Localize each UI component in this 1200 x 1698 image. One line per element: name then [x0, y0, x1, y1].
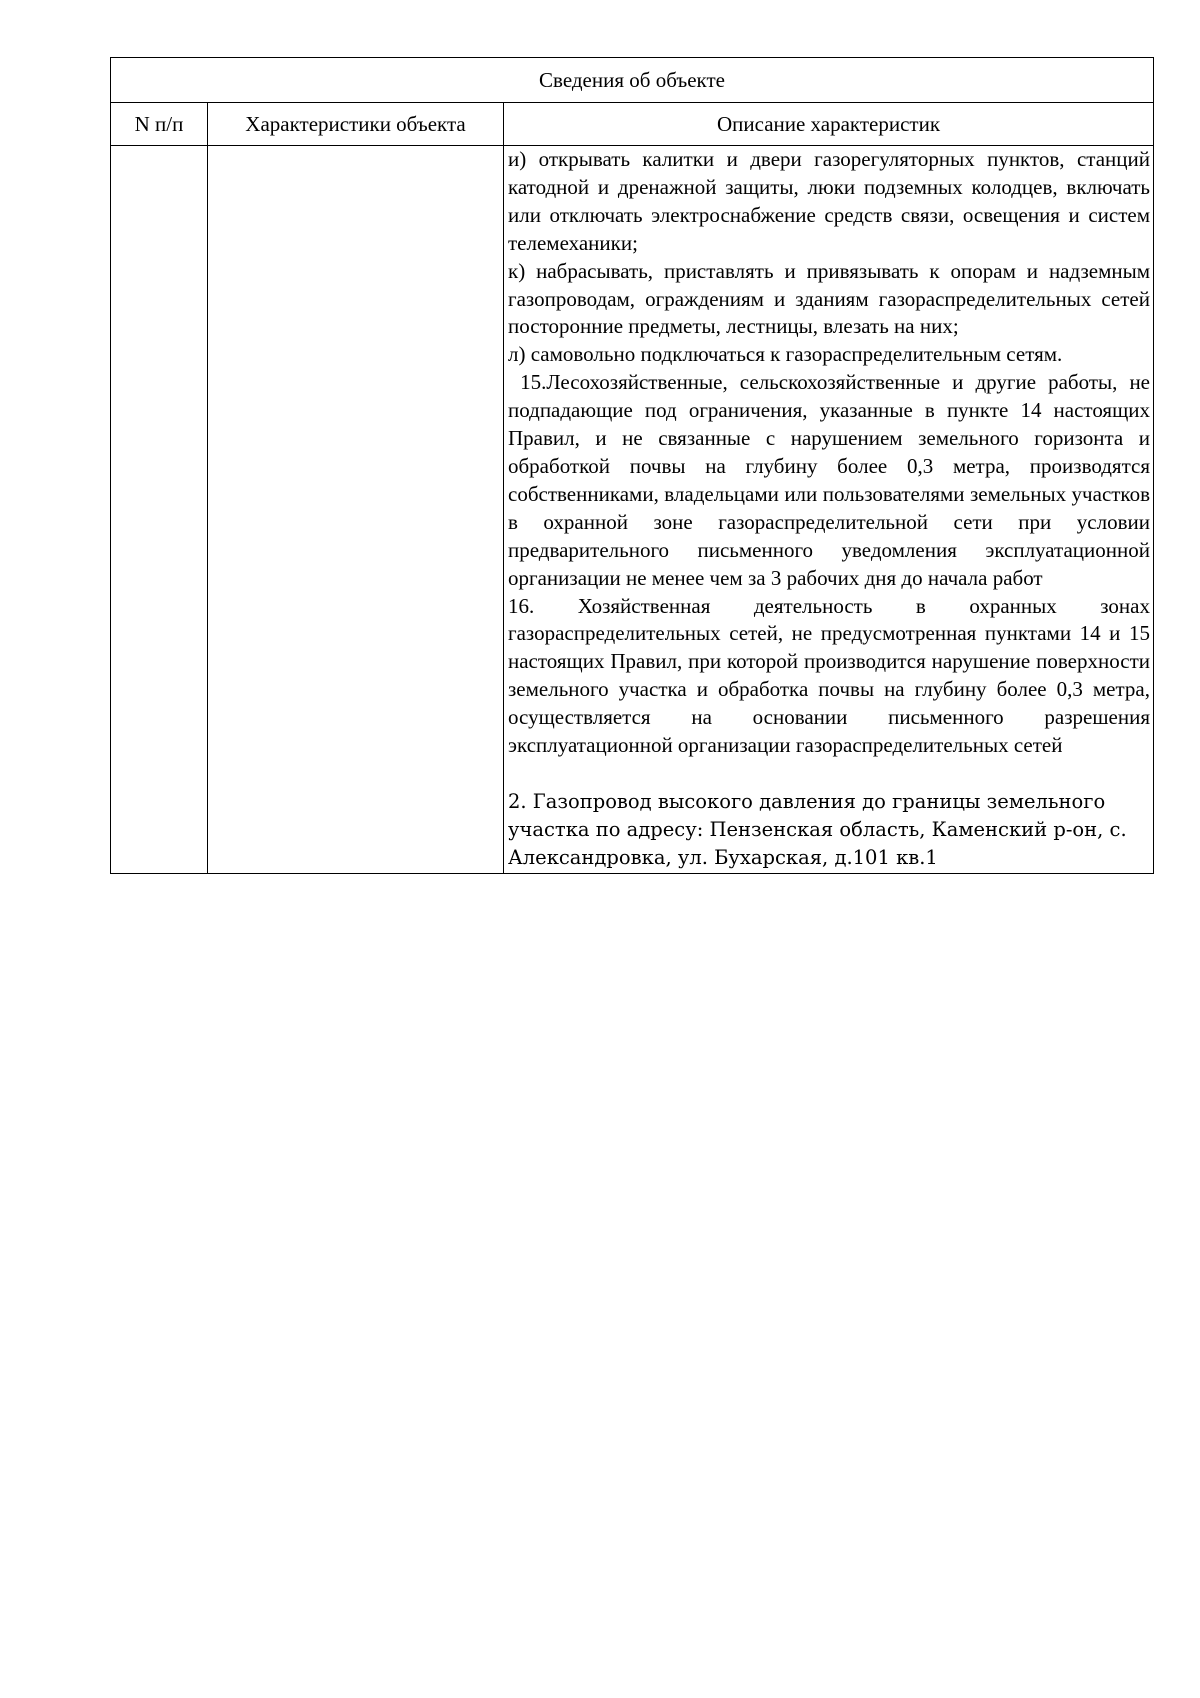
table-row — [111, 146, 1154, 874]
description-paragraph-15: 15.Лесохозяйственные, сельскохозяйственные и другие работы, не подпадающие под ограничения, указанные в пункте 14 настоящих Правил, и не связанные с нарушением земельного горизонта и обработкой почвы на глубину более 0,3 метра, производятся собственниками, владельцами или пользователями земельных участков в охранной зоне газораспределительной сети при условии предварительного письменного уведомления эксплуатационной организации не менее чем за 3 рабочих дня до начала работ — [508, 370, 1156, 590]
header-description: Описание характеристик — [504, 103, 1154, 146]
cell-description — [504, 146, 1154, 874]
description-paragraph-i: и) открывать калитки и двери газорегуляторных пунктов, станций катодной и дренажной защиты, люки подземных колодцев, включать или отключать электроснабжение средств связи, освещения и систем телемеханики; — [508, 147, 1150, 255]
header-number: N п/п — [111, 103, 208, 146]
description-paragraph-16: 16. Хозяйственная деятельность в охранных зонах газораспределительных сетей, не предусмотренная пунктами 14 и 15 настоящих Правил, при которой производится нарушение поверхности земельного участка и обработка почвы на глубину более 0,3 метра, осуществляется на основании письменного разрешения эксплуатационной организации газораспределительных сетей — [508, 593, 1150, 758]
description-paragraph-k: к) набрасывать, приставлять и привязывать к опорам и надземным газопроводам, ограждениям и зданиям газораспределительных сетей посторонние предметы, лестницы, влезать на них; — [508, 258, 1150, 339]
header-characteristic: Характеристики объекта — [208, 103, 504, 146]
table-header-row — [111, 103, 1154, 146]
object-info-table — [110, 57, 1154, 874]
table-title: Сведения об объекте — [111, 58, 1154, 103]
description-paragraph-l: л) самовольно подключаться к газораспределительным сетям. — [508, 342, 1063, 367]
object-address: 2. Газопровод высокого давления до границы земельного участка по адресу: Пензенская область, Каменский р-он, с. Александровка, ул. Бухарская, д.101 кв.1 — [508, 789, 1127, 869]
table-title-row — [111, 58, 1154, 103]
cell-number — [111, 146, 208, 874]
paragraph-spacer — [508, 760, 1150, 788]
cell-characteristic — [208, 146, 504, 874]
